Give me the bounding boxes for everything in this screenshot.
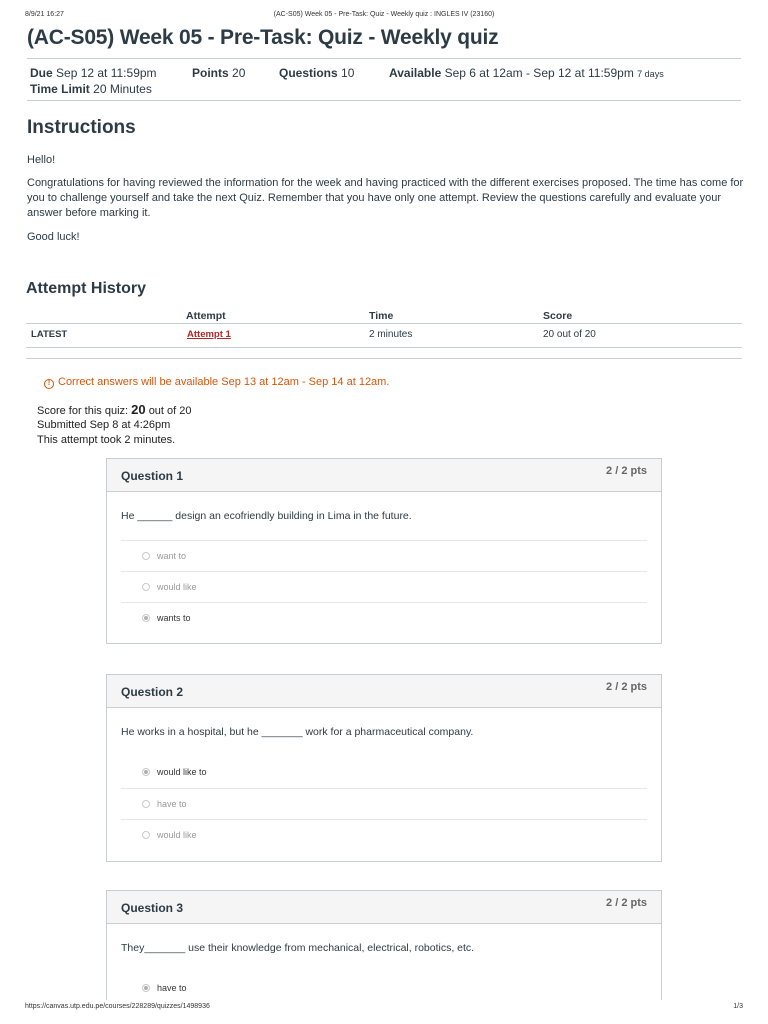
warning-circle-icon: ! xyxy=(44,379,54,389)
points xyxy=(192,66,245,80)
question-header xyxy=(107,891,661,924)
answer-label: have to xyxy=(157,799,187,809)
instructions-closing: Good luck! xyxy=(27,231,80,243)
score-suffix: out of 20 xyxy=(148,405,192,417)
instructions-heading: Instructions xyxy=(27,117,136,138)
column-header-time: Time xyxy=(369,310,394,322)
time-limit-label: Time Limit xyxy=(30,82,90,96)
question-title: Question 1 xyxy=(121,469,184,483)
divider xyxy=(26,358,742,359)
table-header-row xyxy=(26,306,742,324)
available-value: Sep 6 at 12am - Sep 12 at 11:59pm xyxy=(444,66,634,80)
due-date xyxy=(30,66,157,80)
print-header xyxy=(25,11,743,21)
attempt-score: 20 out of 20 xyxy=(543,329,596,340)
available-days: 7 days xyxy=(637,69,664,79)
due-label: Due xyxy=(30,66,53,80)
question-header xyxy=(107,675,661,708)
instructions-line: answer before marking it. xyxy=(27,207,151,219)
answer-option xyxy=(121,757,647,788)
answer-option xyxy=(121,571,647,602)
score-value: 20 xyxy=(131,402,146,417)
instructions-greeting: Hello! xyxy=(27,154,56,166)
attempt-history-heading: Attempt History xyxy=(26,280,147,297)
instructions-line: you to challenge yourself and take the next Quiz. Remember that you have only one attempt. Review the questions carefully and evaluate your xyxy=(27,192,722,204)
quiz-score xyxy=(37,402,192,417)
answer-list xyxy=(121,973,647,1004)
time-limit-value: 20 Minutes xyxy=(93,82,152,96)
question-card xyxy=(106,674,662,862)
question-text: He ______ design an ecofriendly building in Lima in the future. xyxy=(121,510,412,522)
score-prefix: Score for this quiz: xyxy=(37,405,129,417)
question-points: 2 / 2 pts xyxy=(606,681,647,693)
question-title: Question 3 xyxy=(121,901,184,915)
answer-label: want to xyxy=(157,551,187,561)
answer-list xyxy=(121,540,647,633)
attempt-time: 2 minutes xyxy=(369,329,413,340)
column-header-attempt: Attempt xyxy=(186,310,226,322)
answer-label: would like xyxy=(157,582,197,592)
availability xyxy=(389,66,664,80)
page-number: 1/3 xyxy=(733,1003,743,1010)
question-card xyxy=(106,890,662,1000)
radio-button-selected xyxy=(142,614,150,622)
page-title: (AC-S05) Week 05 - Pre-Task: Quiz - Weekly quiz xyxy=(27,26,499,49)
radio-button xyxy=(142,800,150,808)
time-limit xyxy=(30,82,152,96)
answer-option xyxy=(121,540,647,571)
instructions-paragraph xyxy=(27,176,747,221)
available-label: Available xyxy=(389,66,442,80)
print-date: 8/9/21 16:27 xyxy=(25,11,64,18)
submitted-time: Submitted Sep 8 at 4:26pm xyxy=(37,419,171,431)
question-points: 2 / 2 pts xyxy=(606,897,647,909)
answer-list xyxy=(121,757,647,850)
answer-option xyxy=(121,788,647,819)
instructions-line: Congratulations for having reviewed the information for the week and having practiced with the different exercises proposed. The time has come for xyxy=(27,177,744,189)
radio-button xyxy=(142,583,150,591)
radio-button-selected xyxy=(142,984,150,992)
answer-option xyxy=(121,973,647,1004)
question-header xyxy=(107,459,661,492)
print-document-title: (AC-S05) Week 05 - Pre-Task: Quiz - Weekly quiz : INGLES IV (23160) xyxy=(273,11,495,18)
question-text: He works in a hospital, but he _______ work for a pharmaceutical company. xyxy=(121,726,474,738)
table-row xyxy=(26,324,742,348)
radio-button xyxy=(142,552,150,560)
question-text: They_______ use their knowledge from mechanical, electrical, robotics, etc. xyxy=(121,942,475,954)
answer-label: would like xyxy=(157,830,197,840)
questions-count xyxy=(279,66,354,80)
answer-option xyxy=(121,602,647,633)
question-card xyxy=(106,458,662,644)
latest-label: LATEST xyxy=(31,329,68,340)
due-value: Sep 12 at 11:59pm xyxy=(56,66,157,80)
print-url: https://canvas.utp.edu.pe/courses/228289/quizzes/1498936 xyxy=(25,1003,210,1010)
attempt-link[interactable]: Attempt 1 xyxy=(187,329,231,340)
radio-button xyxy=(142,831,150,839)
radio-button-selected xyxy=(142,768,150,776)
answer-option xyxy=(121,819,647,850)
answer-label: wants to xyxy=(157,613,191,623)
points-label: Points xyxy=(192,66,229,80)
notice-text: Correct answers will be available Sep 13 at 12am - Sep 14 at 12am. xyxy=(58,376,390,388)
column-header-score: Score xyxy=(543,310,573,322)
points-value: 20 xyxy=(232,66,246,80)
questions-value: 10 xyxy=(341,66,355,80)
question-title: Question 2 xyxy=(121,685,184,699)
answer-label: have to xyxy=(157,983,187,993)
attempt-duration: This attempt took 2 minutes. xyxy=(37,434,176,446)
questions-label: Questions xyxy=(279,66,338,80)
question-points: 2 / 2 pts xyxy=(606,465,647,477)
correct-answers-notice xyxy=(44,376,389,389)
quiz-details xyxy=(27,58,741,101)
answer-label: would like to xyxy=(157,767,207,777)
